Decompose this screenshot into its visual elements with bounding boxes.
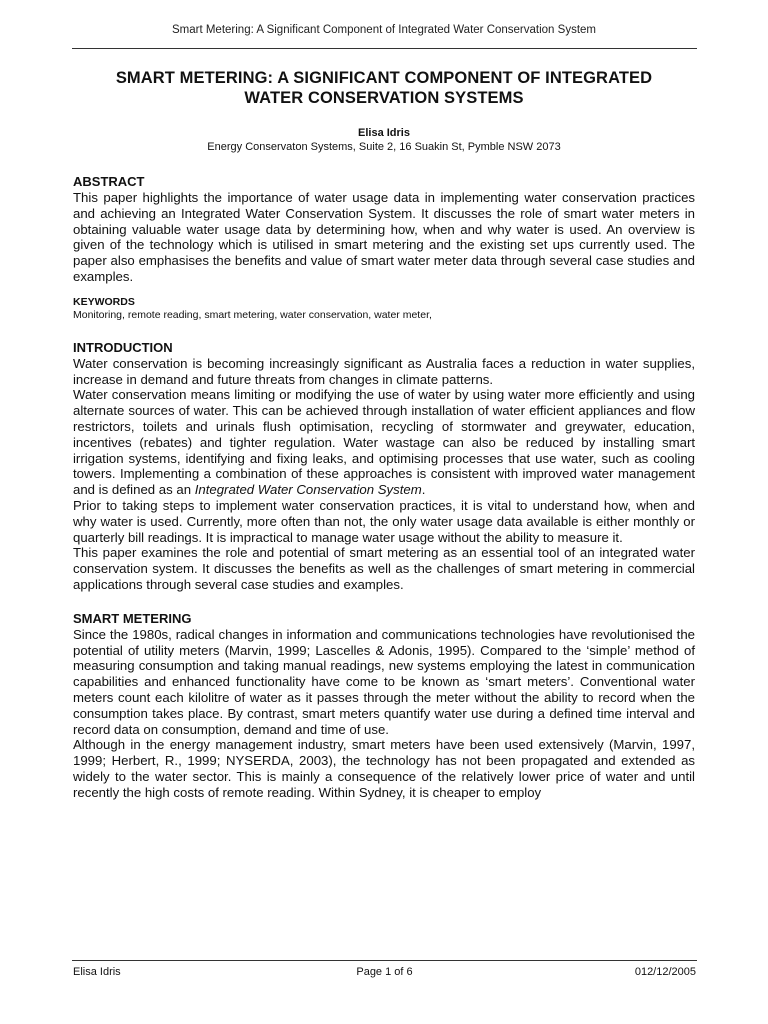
intro-paragraph-2 (73, 387, 695, 498)
footer-author: Elisa Idris (73, 966, 121, 978)
intro-p2-end: . (421, 482, 426, 498)
paper-title (73, 68, 695, 108)
smart-metering-paragraph-1: Since the 1980s, radical changes in information and communications technologies have revolutionised the potential of utility meters (Marvin, 1999; Lascelles & Adonis, 1995). Compared to the ‘simple’ method of measuring consumption and taking manual readings, new systems employing the latest in communication capabilities and enhanced functionality have come to be known as ‘smart meters’. Conventional water meters count each kilolitre of water as it passes through the meter without the ability to record when the consumption takes place. By contrast, smart meters quantify water use during a defined time interval and record data on consumption, demand and time of use. (73, 626, 695, 737)
abstract-heading: ABSTRACT (73, 174, 145, 189)
intro-paragraph-4: This paper examines the role and potential of smart metering as an essential tool of an integrated water conservation system. It discusses the benefits as well as the challenges of smart metering in commercial applications through several case studies and examples. (73, 545, 695, 592)
author-name: Elisa Idris (358, 127, 410, 139)
footer-page-number: Page 1 of 6 (356, 966, 413, 978)
smart-metering-paragraph-2: Although in the energy management industry, smart meters have been used extensively (Marvin, 1997, 1999; Herbert, R., 1999; NYSERDA, 2003), the technology has not been propagated and extended as widely to the water sector. This is mainly a consequence of the relatively lower price of water and until recently the high costs of remote reading. Within Sydney, it is cheaper to employ (73, 737, 695, 800)
smart-metering-heading: SMART METERING (73, 610, 192, 626)
keywords-text: Monitoring, remote reading, smart metering, water conservation, water meter, (73, 308, 432, 321)
title-line-2: WATER CONSERVATION SYSTEMS (244, 89, 524, 107)
footer-rule (72, 960, 697, 961)
page-footer (73, 966, 696, 980)
intro-p2-italic: Integrated Water Conservation System (194, 482, 422, 498)
intro-p2-text: Water conservation means limiting or modifying the use of water by using water more efficiently and using alternate sources of water. This can be achieved through installation of water efficient appliances and flow restrictors, toilets and urinals flush optimisation, recycling of stormwater and greywater, education, incentives (rebates) and tighter regulation. Water wastage can also be reduced by installing smart irrigation systems, identifying and fixing leaks, and optimising processes that use water, such as cooling towers. Implementing a combination of these approaches is consistent with improved water management and is defined as an (73, 387, 695, 498)
introduction-heading: INTRODUCTION (73, 339, 173, 355)
intro-paragraph-3: Prior to taking steps to implement water conservation practices, it is vital to understand how, when and why water is used. Currently, more often than not, the only water usage data available is either monthly or quarterly bill readings. It is impractical to manage water usage without the ability to measure it. (73, 497, 695, 545)
footer-date: 012/12/2005 (634, 966, 696, 978)
page-content (73, 68, 695, 801)
abstract-text: This paper highlights the importance of water usage data in implementing water conservation practices and achieving an Integrated Water Conservation System. It discusses the role of smart water meters in obtaining valuable water usage data by determining how, when and why water is used. An overview is given of the technology which is utilised in smart metering and the existing set ups currently used. The paper also emphasises the benefits and value of smart water meter data through several case studies and examples. (73, 190, 695, 284)
intro-paragraph-1: Water conservation is becoming increasingly significant as Australia faces a reduction in water supplies, increase in demand and future threats from changes in climate patterns. (73, 355, 695, 387)
keywords-heading: KEYWORDS (73, 295, 135, 308)
header-rule (72, 48, 697, 49)
author-affiliation: Energy Conservaton Systems, Suite 2, 16 Suakin St, Pymble NSW 2073 (207, 141, 561, 153)
title-line-1: SMART METERING: A SIGNIFICANT COMPONENT OF INTEGRATED (115, 69, 653, 87)
running-header: Smart Metering: A Significant Component of Integrated Water Conservation System (171, 24, 596, 36)
